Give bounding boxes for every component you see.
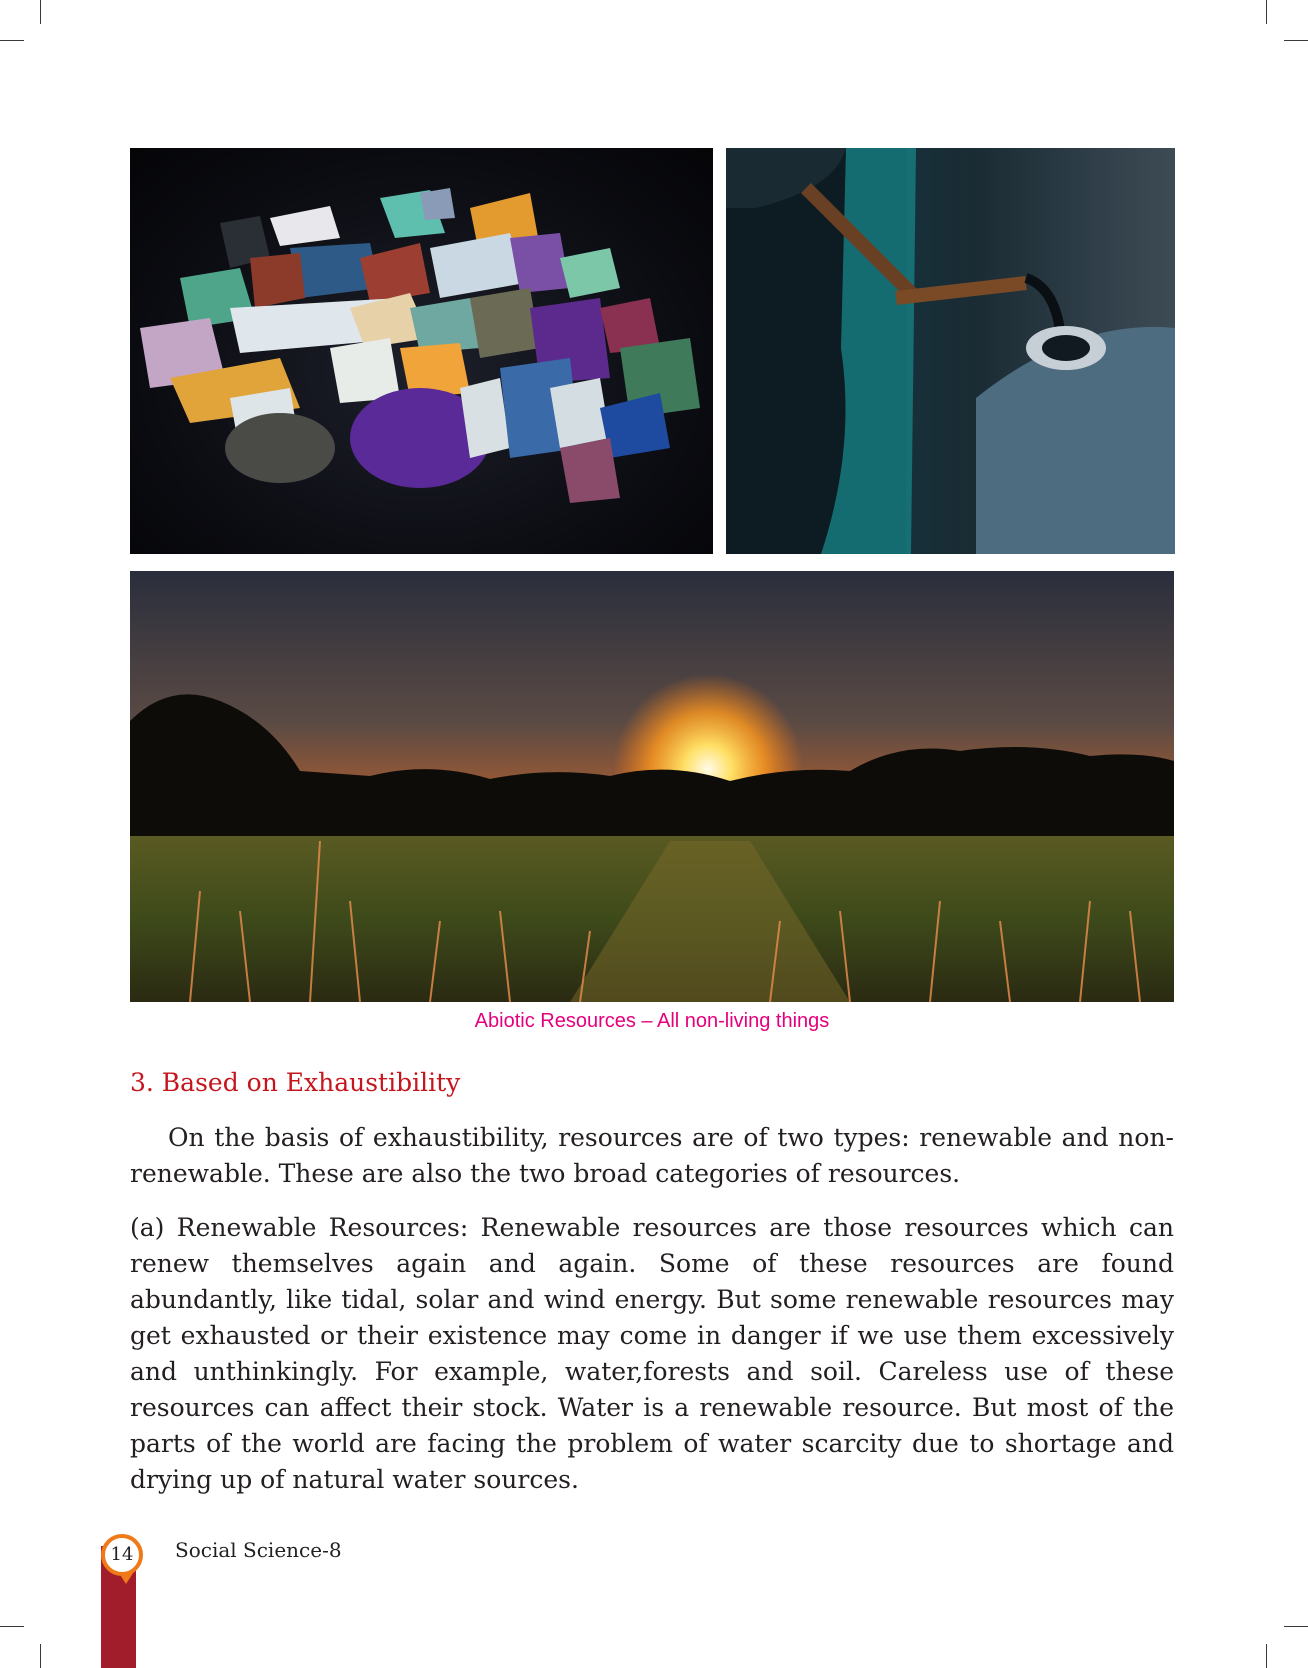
minerals-photo xyxy=(130,148,713,554)
crop-mark xyxy=(1284,1626,1308,1627)
crop-mark xyxy=(1266,0,1267,24)
oil-illustration xyxy=(726,148,1175,554)
book-title: Social Science-8 xyxy=(175,1538,342,1562)
figure-caption: Abiotic Resources – All non-living things xyxy=(474,1010,830,1032)
paragraph-renewable-resources: (a) Renewable Resources: Renewable resources are those resources which can renew themselves again and again. Some of these resources are found abundantly, like tidal, solar and wind energy. But some renewable resources may get exhausted or their existence may come in danger if we use them excessively and unthinkingly. For example, water,forests and soil. Careless use of these resources can affect their stock. Water is a renewable resource. But most of the parts of the world are facing the problem of water scarcity due to shortage and drying up of natural water sources. xyxy=(130,1213,1174,1494)
crop-mark xyxy=(0,1626,24,1627)
section-heading: 3. Based on Exhaustibility xyxy=(130,1068,461,1097)
sunset-photo xyxy=(130,571,1174,1002)
sunset-illustration xyxy=(130,571,1174,1002)
crop-mark xyxy=(40,0,41,24)
oil-pouring-photo xyxy=(726,148,1175,554)
crop-mark xyxy=(40,1644,41,1668)
minerals-illustration xyxy=(130,148,713,554)
crop-mark xyxy=(0,40,24,41)
crop-mark xyxy=(1284,40,1308,41)
crop-mark xyxy=(1266,1644,1267,1668)
paragraph-intro: On the basis of exhaustibility, resources are of two types: renewable and non-renewable. These are also the two broad categories of resources. xyxy=(130,1123,1174,1188)
page-number: 14 xyxy=(101,1534,143,1576)
